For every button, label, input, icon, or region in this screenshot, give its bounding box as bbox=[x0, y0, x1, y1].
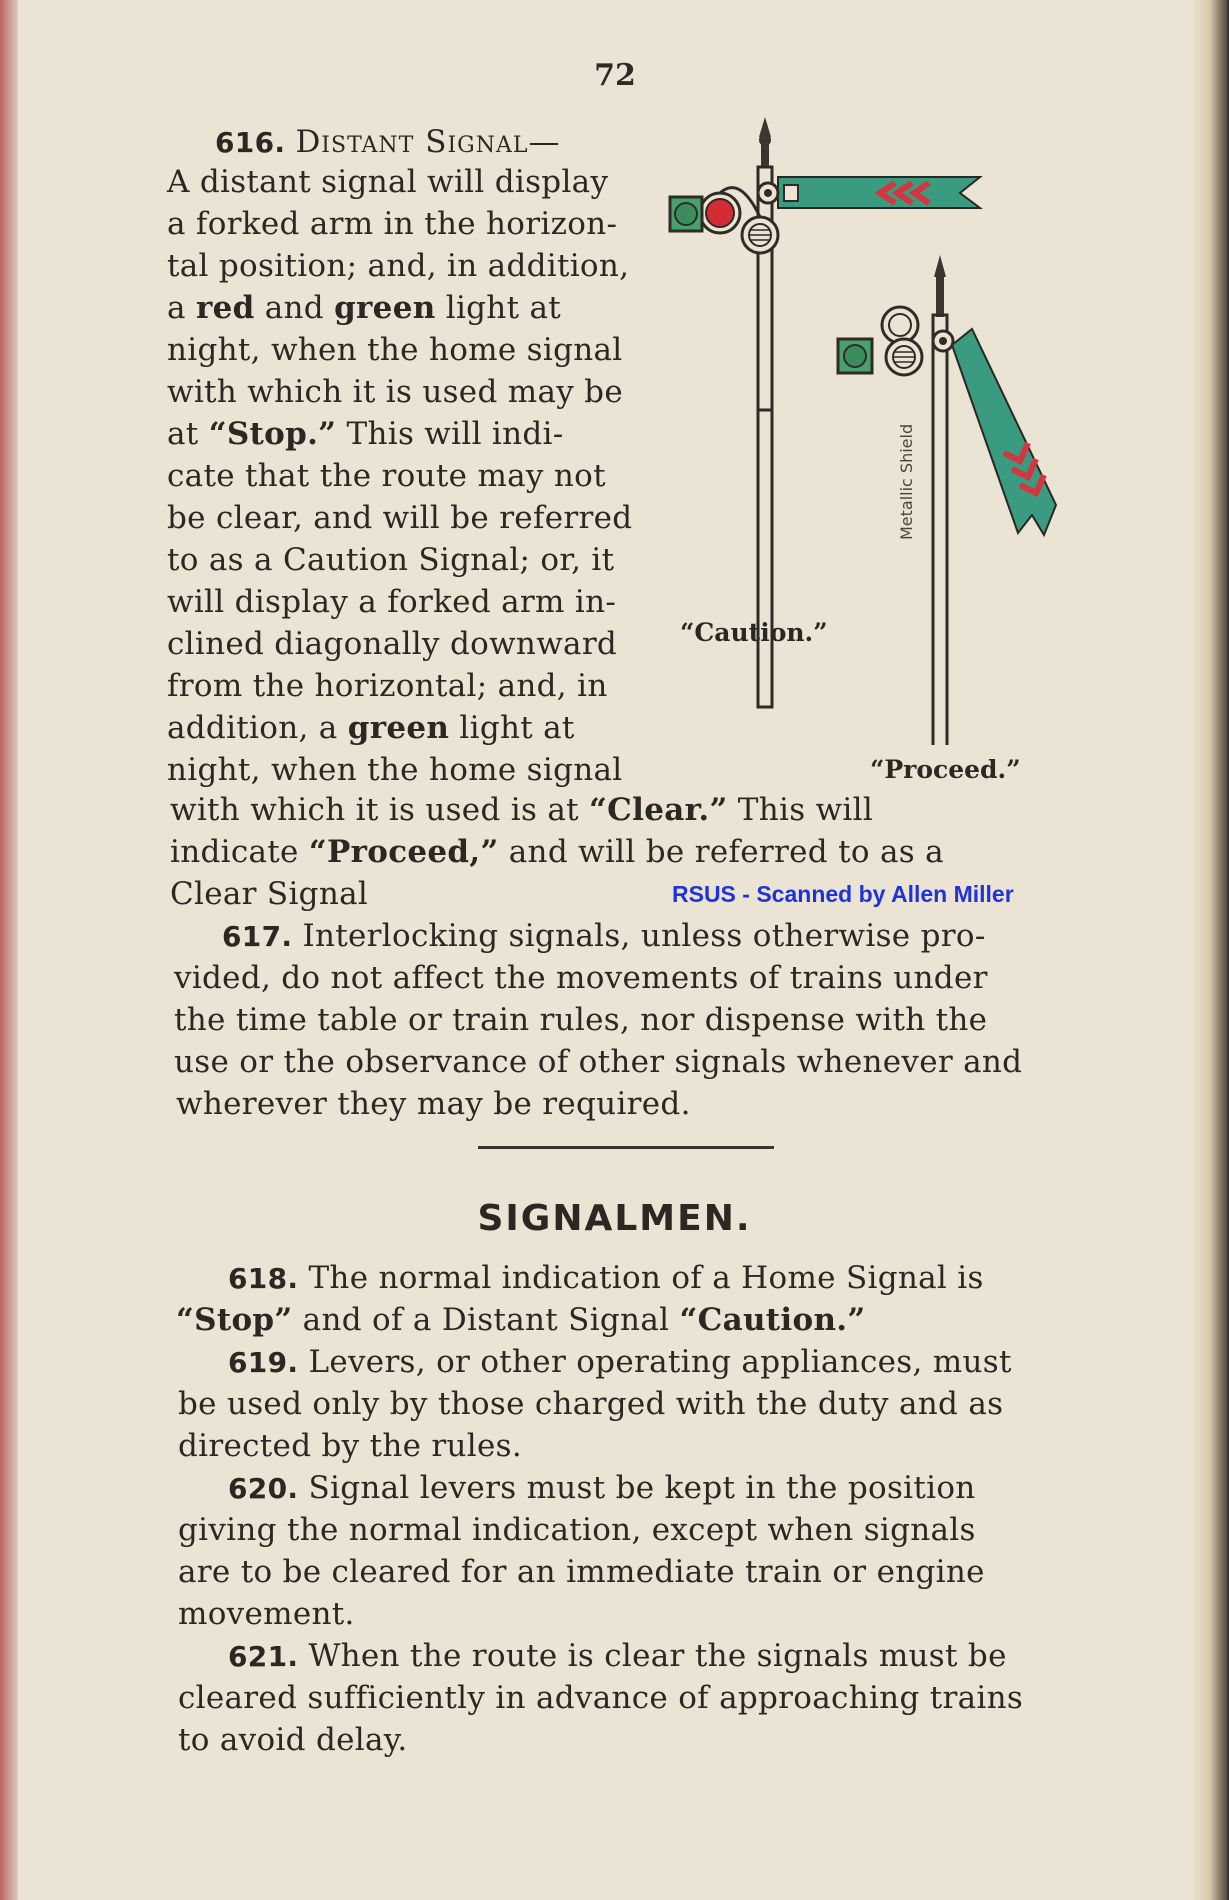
text-line: with which it is used may be bbox=[167, 374, 623, 410]
scanner-watermark: RSUS - Scanned by Allen Miller bbox=[672, 881, 1014, 907]
page-right-edge bbox=[1193, 0, 1229, 1900]
text-line: Clear Signal bbox=[170, 876, 369, 912]
text-line: indicate “Proceed,” and will be referred to as a bbox=[170, 834, 944, 870]
text-line: tal position; and, in addition, bbox=[167, 248, 630, 284]
text-line: will display a forked arm in- bbox=[167, 584, 617, 620]
text-line: to as a Caution Signal; or, it bbox=[167, 542, 615, 578]
text-line: be clear, and will be referred bbox=[167, 500, 633, 536]
text-line: from the horizontal; and, in bbox=[167, 668, 608, 704]
section-divider bbox=[478, 1146, 774, 1149]
text-line: 619. Levers, or other operating appliances, must bbox=[228, 1344, 1012, 1380]
text-line: a red and green light at bbox=[167, 290, 562, 326]
text-line: A distant signal will display bbox=[167, 164, 609, 200]
text-line: “Stop” and of a Distant Signal “Caution.” bbox=[176, 1302, 866, 1338]
text-line: are to be cleared for an immediate train or engine bbox=[178, 1554, 985, 1590]
text-line: cleared sufficiently in advance of approaching trains bbox=[178, 1680, 1024, 1716]
text-line: night, when the home signal bbox=[167, 332, 623, 368]
text-line: clined diagonally downward bbox=[167, 626, 618, 662]
section-616-number: 616. bbox=[215, 126, 286, 159]
text-line: night, when the home signal bbox=[167, 752, 623, 788]
text-line: addition, a green light at bbox=[167, 710, 575, 746]
text-line: wherever they may be required. bbox=[176, 1086, 691, 1122]
text-line: 618. The normal indication of a Home Signal is bbox=[228, 1260, 984, 1296]
page-left-edge bbox=[0, 0, 18, 1900]
signalmen-heading: SIGNALMEN. bbox=[477, 1198, 752, 1239]
semaphore-signals-figure bbox=[660, 105, 1080, 745]
proceed-caption: “Proceed.” bbox=[870, 755, 1021, 784]
text-line: be used only by those charged with the duty and as bbox=[178, 1386, 1004, 1422]
caution-caption: “Caution.” bbox=[680, 618, 828, 647]
section-616-title: Distant Signal— bbox=[295, 124, 561, 160]
proceed-signal bbox=[838, 255, 1056, 745]
text-line: vided, do not affect the movements of trains under bbox=[174, 960, 988, 996]
text-line: 620. Signal levers must be kept in the position bbox=[228, 1470, 976, 1506]
text-line: at “Stop.” This will indi- bbox=[167, 416, 564, 452]
text-line: a forked arm in the horizon- bbox=[167, 206, 618, 242]
text-line: giving the normal indication, except when signals bbox=[178, 1512, 976, 1548]
text-line: cate that the route may not bbox=[167, 458, 606, 494]
text-line: directed by the rules. bbox=[178, 1428, 523, 1464]
text-line: use or the observance of other signals whenever and bbox=[174, 1044, 1023, 1080]
page-number: 72 bbox=[594, 58, 636, 93]
text-line: 617. Interlocking signals, unless otherwise pro- bbox=[222, 918, 986, 954]
text-line: with which it is used is at “Clear.” This will bbox=[170, 792, 874, 828]
text-line: 621. When the route is clear the signals must be bbox=[228, 1638, 1007, 1674]
text-line: movement. bbox=[178, 1596, 355, 1632]
metallic-shield-label: Metallic Shield bbox=[897, 423, 916, 540]
text-line: the time table or train rules, nor dispense with the bbox=[174, 1002, 988, 1038]
text-line: to avoid delay. bbox=[178, 1722, 408, 1758]
section-616-heading bbox=[215, 122, 560, 163]
